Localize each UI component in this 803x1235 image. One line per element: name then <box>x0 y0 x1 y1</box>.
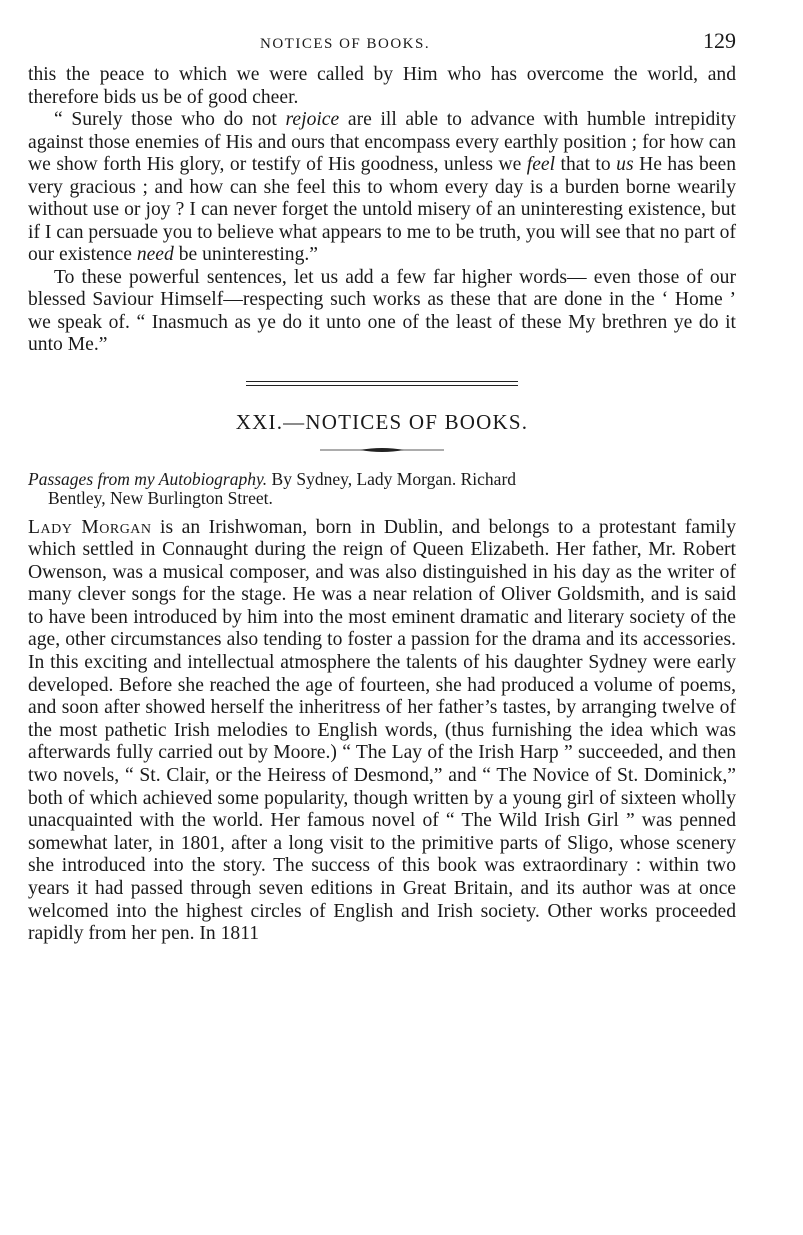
running-head <box>28 28 736 64</box>
ornament-divider-icon <box>320 446 444 454</box>
book-publisher: Bentley, New Burlington Street. <box>48 488 273 508</box>
emphasis-rejoice: rejoice <box>285 109 340 130</box>
section-heading: XXI.—NOTICES OF BOOKS. <box>235 409 529 434</box>
emphasis-feel: feel <box>526 154 556 175</box>
review-body-text: is an Irishwoman, born in Dublin, and belongs to a protestant family which settled in Connaught during the reign of Queen Elizabeth. Her father, Mr. Robert Owenson, was a musical composer, and was also distinguished in his day as the writer of many clever songs for the stage. He was a near relation of Oliver Goldsmith, and is said to have been introduced by him into the most eminent dramatic and literary society of the age, other circumstances also tending to foster a passion for the drama and its accessories. In this exciting and intellectual atmosphere the talents of his daughter Sydney were early developed. Before she reached the age of fourteen, she had produced a volume of poems, and soon after showed herself the inheritress of her father’s tastes, by arranging twelve of the most pathetic Irish melodies to English words, (thus furnishing the idea which was afterwards fully carried out by Moore.) “ The Lay of the Irish Harp ” succeeded, and then two novels, “ St. Clair, or the Heiress of Desmond,” and “ The Novice of St. Dominick,” both of which achieved some popularity, though written by a young girl of sixteen wholly unacquainted with the world. Her famous novel of “ The Wild Irish Girl ” was penned somewhat later, in 1801, after a long visit to the primitive parts of Sligo, whose scenery she introduced into the story. The success of this book was extraordinary : within two years it had passed through seven editions in Great Britain, and its author was at once welcomed into the highest circles of English and Irish society. Other works proceeded rapidly from her pen. In 1811 <box>28 516 736 945</box>
quote-text-part: that to <box>555 154 617 175</box>
page-number: 129 <box>703 28 736 53</box>
quotation-paragraph <box>28 109 736 267</box>
quote-text-part: He has been very gracious ; and how can she feel this to whom every day is a burden borne wearily without use or joy ? I can never forget the untold misery of an uninteresting existence, but if I can persuade you to believe what appears to me to be truth, you will see that no part of our existence <box>28 154 736 265</box>
book-reference <box>28 470 736 509</box>
book-title: Passages from my Autobiography. <box>28 468 268 489</box>
running-title: NOTICES OF BOOKS. <box>260 36 431 52</box>
quote-text-part: be uninteresting.” <box>173 244 319 265</box>
book-reference-line <box>28 470 736 490</box>
scripture-paragraph: To these powerful sentences, let us add a few far higher words— even those of our blessed Saviour Himself—respecting such works as these that are done in the ‘ Home ’ we speak of. “ Inasmuch as ye do it unto one of the least of these My brethren ye do it unto Me.” <box>28 266 736 355</box>
review-lead-name: Lady Morgan <box>28 516 152 538</box>
emphasis-us: us <box>616 154 634 175</box>
quote-text-part: are ill able to advance with humble intrepidity against those enemies of His and ours that encompass every earthly position ; for how can we show forth His glory, or testify of His goodness, unless we <box>28 109 736 175</box>
book-author: By Sydney, Lady Morgan. Richard <box>267 468 517 489</box>
quote-text-part: “ Surely those who do not <box>54 109 286 130</box>
section-divider-rule <box>246 381 518 386</box>
book-page <box>28 28 736 965</box>
review-body <box>28 517 736 946</box>
closing-sentence-paragraph: this the peace to which we were called by Him who has overcome the world, and therefore bids us be of good cheer. <box>28 64 736 108</box>
emphasis-need: need <box>136 244 174 265</box>
